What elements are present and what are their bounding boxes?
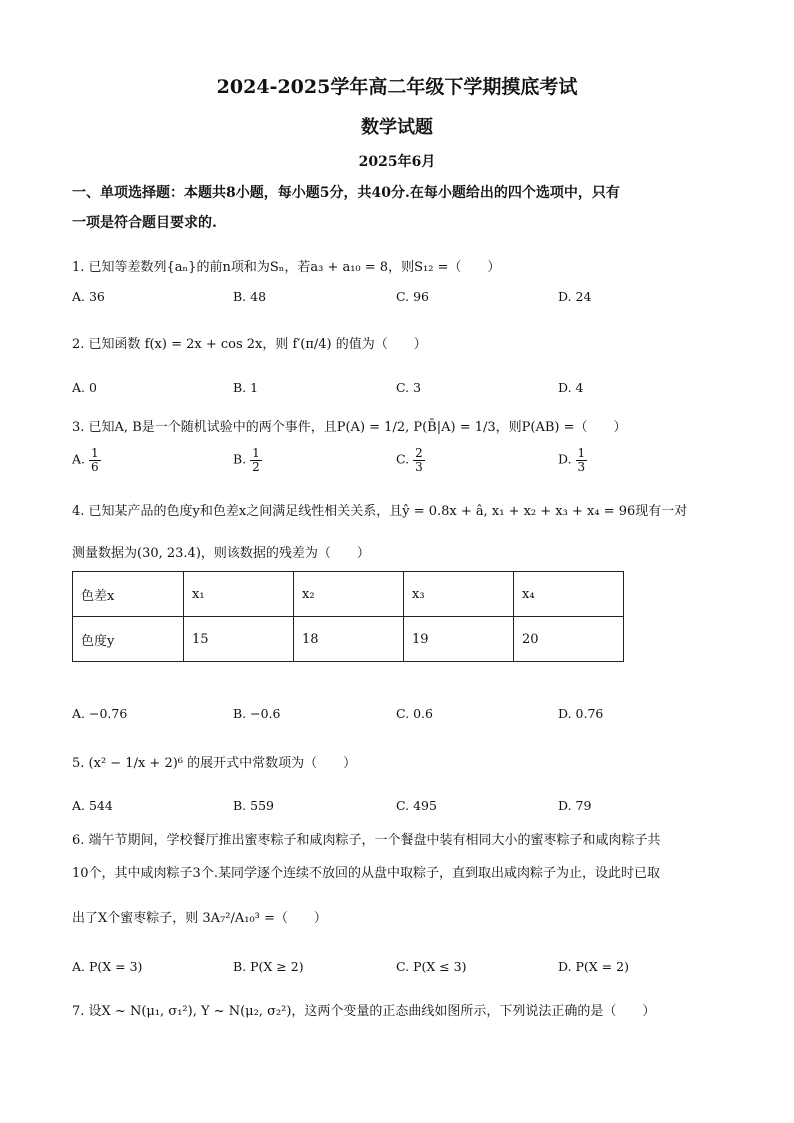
fraction-denominator: 6 (91, 459, 99, 474)
table-cell: 18 (294, 617, 404, 662)
q2-option-c[interactable]: C. 3 (396, 380, 422, 395)
q4-option-c[interactable]: C. 0.6 (396, 706, 433, 721)
fraction-numerator: 1 (577, 446, 586, 460)
q6-option-c[interactable]: C. P(X ≤ 3) (396, 959, 467, 974)
question-3-text: 3. 已知A, B是一个随机试验中的两个事件，且P(A) = 1/2, P(B̄|A) = 1/3，则P(AB) =（ ） (72, 420, 627, 435)
data-table (72, 571, 624, 662)
q5-option-d[interactable]: D. 79 (558, 798, 592, 813)
q3-option-c-label: C. (396, 451, 410, 467)
table-cell: 20 (514, 617, 624, 662)
section-heading-line1: 一、单项选择题：本题共8小题，每小题5分，共40分.在每小题给出的四个选项中，只有 (72, 185, 620, 201)
q5-option-b[interactable]: B. 559 (233, 798, 274, 813)
q1-option-c[interactable]: C. 96 (396, 289, 429, 304)
question-6-text-line1: 6. 端午节期间，学校餐厅推出蜜枣粽子和咸肉粽子，一个餐盘中装有相同大小的蜜枣粽子和咸肉粽子共 (72, 833, 661, 848)
q6-option-d[interactable]: D. P(X = 2) (558, 959, 629, 974)
exam-title: 2024-2025学年高二年级下学期摸底考试 (216, 76, 578, 98)
q3-option-b-label: B. (233, 451, 247, 467)
q4-option-d[interactable]: D. 0.76 (558, 706, 604, 721)
q6-option-b[interactable]: B. P(X ≥ 2) (233, 959, 304, 974)
fraction-denominator: 3 (577, 459, 586, 474)
q3-option-a[interactable] (72, 447, 101, 473)
subject-title: 数学试题 (361, 117, 433, 138)
q1-option-d[interactable]: D. 24 (558, 289, 592, 304)
fraction-denominator: 3 (415, 459, 423, 474)
q3-option-b[interactable] (233, 447, 262, 473)
fraction-numerator: 1 (91, 446, 99, 460)
q4-option-a[interactable]: A. −0.76 (72, 706, 128, 721)
question-6-text-line2: 10个，其中咸肉粽子3个.某同学逐个连续不放回的从盘中取粽子，直到取出咸肉粽子为止，设此时已取 (72, 866, 660, 881)
fraction-denominator: 2 (252, 459, 260, 474)
q2-option-d[interactable]: D. 4 (558, 380, 584, 395)
q5-option-a[interactable]: A. 544 (72, 798, 113, 813)
table-cell: 15 (184, 617, 294, 662)
question-7-text: 7. 设X ~ N(μ₁, σ₁²), Y ~ N(μ₂, σ₂²)，这两个变量的正态曲线如图所示，下列说法正确的是（ ） (72, 1004, 656, 1019)
q1-option-a[interactable]: A. 36 (72, 289, 105, 304)
table-cell: x₄ (514, 572, 624, 617)
exam-date: 2025年6月 (358, 154, 436, 170)
q2-option-b[interactable]: B. 1 (233, 380, 259, 395)
question-6-text-line3: 出了X个蜜枣粽子，则 3A₇²/A₁₀³ =（ ） (72, 911, 327, 926)
q3-option-b-fraction (250, 447, 262, 473)
question-5-text: 5. (x² − 1/x + 2)⁶ 的展开式中常数项为（ ） (72, 756, 357, 771)
question-4-text-line2: 测量数据为(30, 23.4)，则该数据的残差为（ ） (72, 546, 370, 561)
question-4-text-line1: 4. 已知某产品的色度y和色差x之间满足线性相关关系，且ŷ = 0.8x + â, x₁ + x₂ + x₃ + x₄ = 96现有一对 (72, 504, 688, 519)
q3-option-c-fraction (413, 447, 425, 473)
q6-option-a[interactable]: A. P(X = 3) (72, 959, 143, 974)
table-cell: 19 (404, 617, 514, 662)
table-cell: x₂ (294, 572, 404, 617)
table-cell: x₃ (404, 572, 514, 617)
question-1-text: 1. 已知等差数列{aₙ}的前n项和为Sₙ，若a₃ + a₁₀ = 8，则S₁₂ =（ ） (72, 260, 501, 275)
q3-option-a-label: A. (72, 451, 86, 467)
fraction-numerator: 1 (252, 446, 260, 460)
table-cell: 色差x (73, 572, 184, 617)
q3-option-d-label: D. (558, 451, 572, 467)
q3-option-c[interactable] (396, 447, 425, 473)
table-row (73, 617, 624, 662)
section-heading-line2: 一项是符合题目要求的. (72, 215, 217, 231)
question-2-text: 2. 已知函数 f(x) = 2x + cos 2x，则 f′(π/4) 的值为（ ） (72, 337, 427, 352)
q3-option-a-fraction (89, 447, 101, 473)
q3-option-d[interactable] (558, 447, 587, 473)
table-cell: 色度y (73, 617, 184, 662)
q4-option-b[interactable]: B. −0.6 (233, 706, 281, 721)
q3-option-d-fraction (576, 447, 588, 473)
q2-option-a[interactable]: A. 0 (72, 380, 97, 395)
q5-option-c[interactable]: C. 495 (396, 798, 437, 813)
fraction-numerator: 2 (415, 446, 423, 460)
q1-option-b[interactable]: B. 48 (233, 289, 267, 304)
table-row (73, 572, 624, 617)
table-cell: x₁ (184, 572, 294, 617)
